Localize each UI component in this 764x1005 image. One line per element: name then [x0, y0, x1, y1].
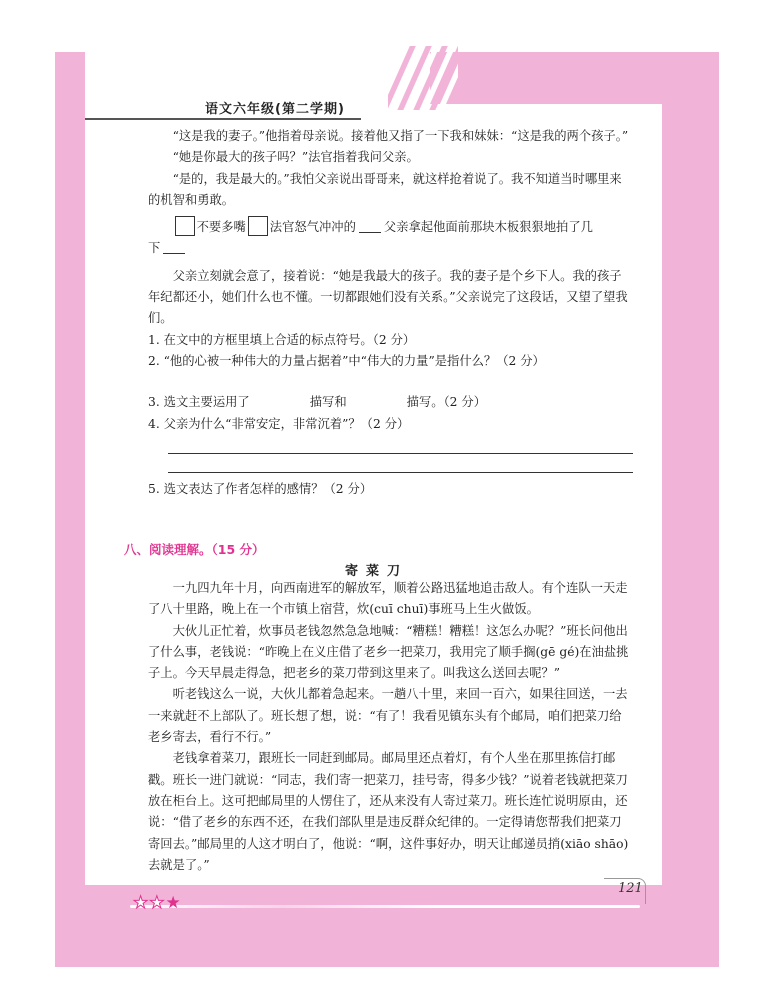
- star-icon: ★: [149, 893, 166, 913]
- punctuation-blank[interactable]: [359, 219, 381, 233]
- fill-text: 不要多嘴: [196, 220, 246, 235]
- q3-text: 3. 选文主要运用了: [148, 395, 250, 410]
- paragraph: 听老钱这么一说，大伙儿都着急起来。一趟八十里，来回一百六，如果往回送，一去一来就赶不上部队了。班长想了想，说：“有了！我看见镇东头有个邮局，咱们把菜刀给老乡寄去，看行不行。”: [148, 687, 628, 745]
- star-icon: ★: [165, 893, 182, 913]
- question-1: 1. 在文中的方框里填上合适的标点符号。（2 分）: [148, 332, 416, 347]
- difficulty-stars: [133, 893, 182, 913]
- paragraph: 大伙儿正忙着，炊事员老钱忽然急急地喊：“糟糕！糟糕！这怎么办呢？”班长问他出了什么事，老钱说：“昨晚上在义庄借了老乡一把菜刀，我用完了顺手搁(gē gé)在油盐挑子上。今天早晨走得急，把老乡的菜刀带到这里来了。叫我这么送回去呢？”: [148, 623, 629, 681]
- paragraph: 老钱拿着菜刀，跟班长一同赶到邮局。邮局里还点着灯，有个人坐在那里拣信打邮戳。班长一进门就说：“同志，我们寄一把菜刀，挂号寄，得多少钱？”说着老钱就把菜刀放在柜台上。这可把邮局里的人愣住了，还从来没有人寄过菜刀。班长连忙说明原由，还说：“借了老乡的东西不还，在我们部队里是违反群众纪律的。一定得请您帮我们把菜刀寄回去。”邮局里的人这才明白了，他说：“啊，这件事好办，明天让邮递员捎(xiāo shāo)去就是了。”: [148, 751, 629, 872]
- answer-line[interactable]: [168, 453, 633, 454]
- header-rule: [85, 118, 361, 120]
- paragraph: “这是我的妻子。”他指着母亲说。接着他又指了一下我和妹妹：“这是我的两个孩子。”: [172, 129, 629, 143]
- question-5: 5. 选文表达了作者怎样的感情？（2 分）: [148, 481, 373, 496]
- paragraph: 父亲立刻就会意了，接着说：“她是我最大的孩子。我的妻子是个乡下人。我的孩子年纪都还小，她们什么也不懂。一切都跟她们没有关系。”父亲说完了这段话，又望了望我们。: [148, 268, 628, 326]
- fill-in-line-cont: [148, 238, 633, 259]
- pink-border-top: [430, 52, 719, 104]
- punctuation-blank[interactable]: [163, 240, 185, 254]
- q3-text: 描写和: [309, 395, 347, 410]
- star-icon: ★: [133, 893, 150, 913]
- page-header: 语文六年级(第二学期): [205, 102, 345, 117]
- answer-line[interactable]: [168, 472, 633, 473]
- fill-text: 法官怒气冲冲的: [269, 220, 356, 235]
- pink-border-right: [662, 52, 719, 967]
- story-passage: [148, 578, 633, 876]
- q3-text: 描写。（2 分）: [406, 395, 487, 410]
- question-2: 2. “他的心被一种伟大的力量占据着”中“伟大的力量”是指什么？（2 分）: [148, 353, 545, 368]
- footer-rule: [130, 905, 640, 908]
- paragraph: “她是你最大的孩子吗？”法官指着我问父亲。: [172, 150, 419, 165]
- fill-text: 父亲拿起他面前那块木板狠狠地拍了几: [383, 220, 593, 235]
- paragraph: 一九四九年十月，向西南进军的解放军，顺着公路迅猛地追击敌人。有个连队一天走了八十里路，晚上在一个市镇上宿营，炊(cuī chuī)事班马上生火做饭。: [148, 581, 628, 617]
- punctuation-box[interactable]: [248, 216, 268, 236]
- fill-in-line: [148, 216, 633, 238]
- story-title: 寄菜刀: [345, 564, 409, 579]
- question-3: [148, 392, 633, 413]
- pink-border-left: [55, 52, 85, 967]
- paragraph: “是的，我是最大的。”我怕父亲说出哥哥来，就这样抢着说了。我不知道当时哪里来的机智和勇敢。: [148, 171, 622, 207]
- fill-text: 下: [148, 241, 161, 256]
- section-title: 八、阅读理解。（15 分）: [124, 542, 265, 557]
- passage-top: [148, 126, 633, 500]
- question-4: 4. 父亲为什么“非常安定，非常沉着”？（2 分）: [148, 416, 410, 431]
- punctuation-box[interactable]: [175, 216, 195, 236]
- decorative-stripes: [388, 46, 458, 116]
- page-number: 121: [618, 881, 643, 896]
